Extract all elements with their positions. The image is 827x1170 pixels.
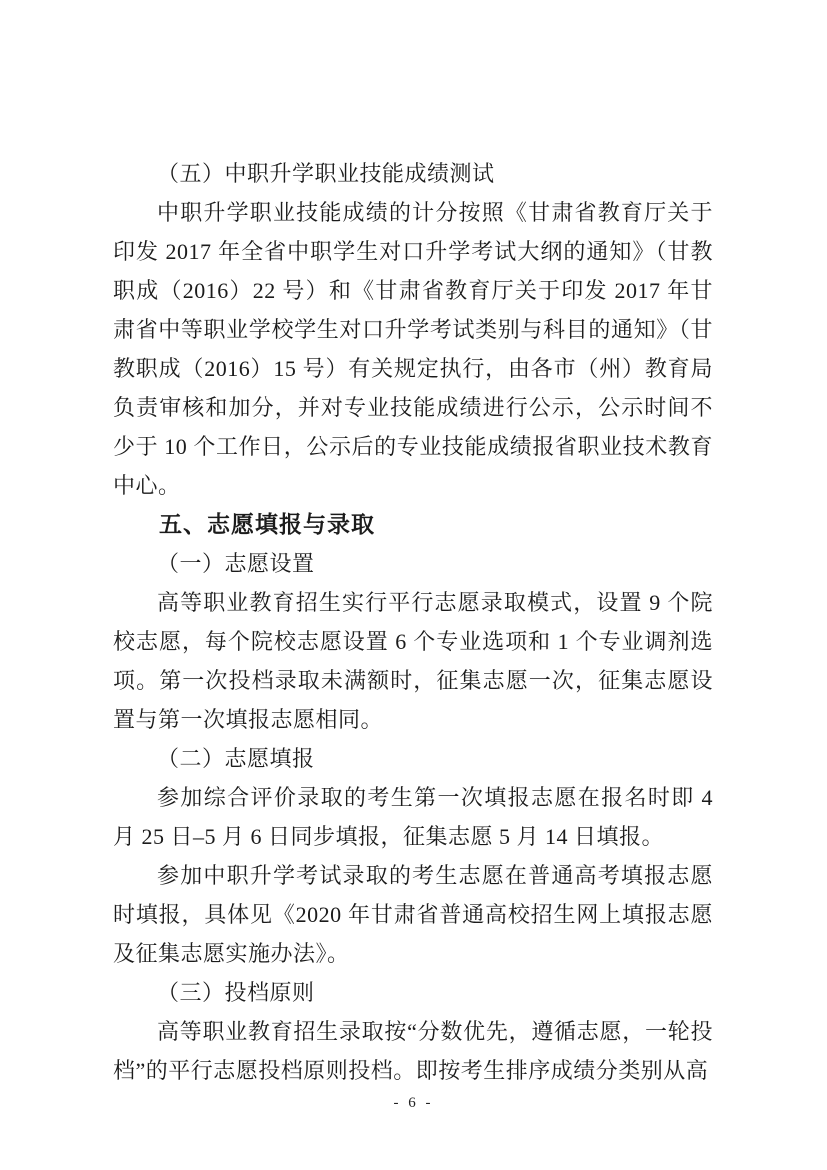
heading-sub-1-volunteer-setup: （一）志愿设置 [157,551,315,576]
para-zhongzhi-exam-volunteer: 参加中职升学考试录取的考生志愿在普通高考填报志愿时填报，具体见《2020 年甘肃省普通高校招生网上填报志愿及征集志愿实施办法》。 [113,863,713,966]
para-volunteer-setup: 高等职业教育招生实行平行志愿录取模式，设置 9 个院校志愿，每个院校志愿设置 6 个专业选项和 1 个专业调剂选项。第一次投档录取未满额时，征集志愿一次，征集志愿设置与第一次填报志愿相同。 [113,590,713,732]
heading-part-5-volunteer-and-admission: 五、志愿填报与录取 [159,511,375,537]
para-file-transfer-principle: 高等职业教育招生录取按“分数优先，遵循志愿，一轮投档”的平行志愿投档原则投档。即按考生排序成绩分类别从高 [113,1019,713,1083]
heading-section-5-skill-test: （五）中职升学职业技能成绩测试 [157,161,495,186]
heading-sub-3-file-transfer-principle: （三）投档原则 [157,980,315,1005]
para-skill-score-rules: 中职升学职业技能成绩的计分按照《甘肃省教育厅关于印发 2017 年全省中职学生对口升学考试大纲的通知》（甘教职成（2016）22 号）和《甘肃省教育厅关于印发 2017 年甘肃省中等职业学校学生对口升学考试类别与科目的通知》（甘教职成（2016）15 号）有关规定执行，由各市（州）教育局负责审核和加分，并对专业技能成绩进行公示，公示时间不少于 10 个工作日，公示后的专业技能成绩报省职业技术教育中心。 [113,200,713,498]
page-number: - 6 - [393,1095,434,1111]
document-body [113,154,713,1090]
para-comprehensive-evaluation-dates: 参加综合评价录取的考生第一次填报志愿在报名时即 4 月 25 日–5 月 6 日同步填报，征集志愿 5 月 14 日填报。 [113,785,713,849]
heading-sub-2-volunteer-filling: （二）志愿填报 [157,746,315,771]
